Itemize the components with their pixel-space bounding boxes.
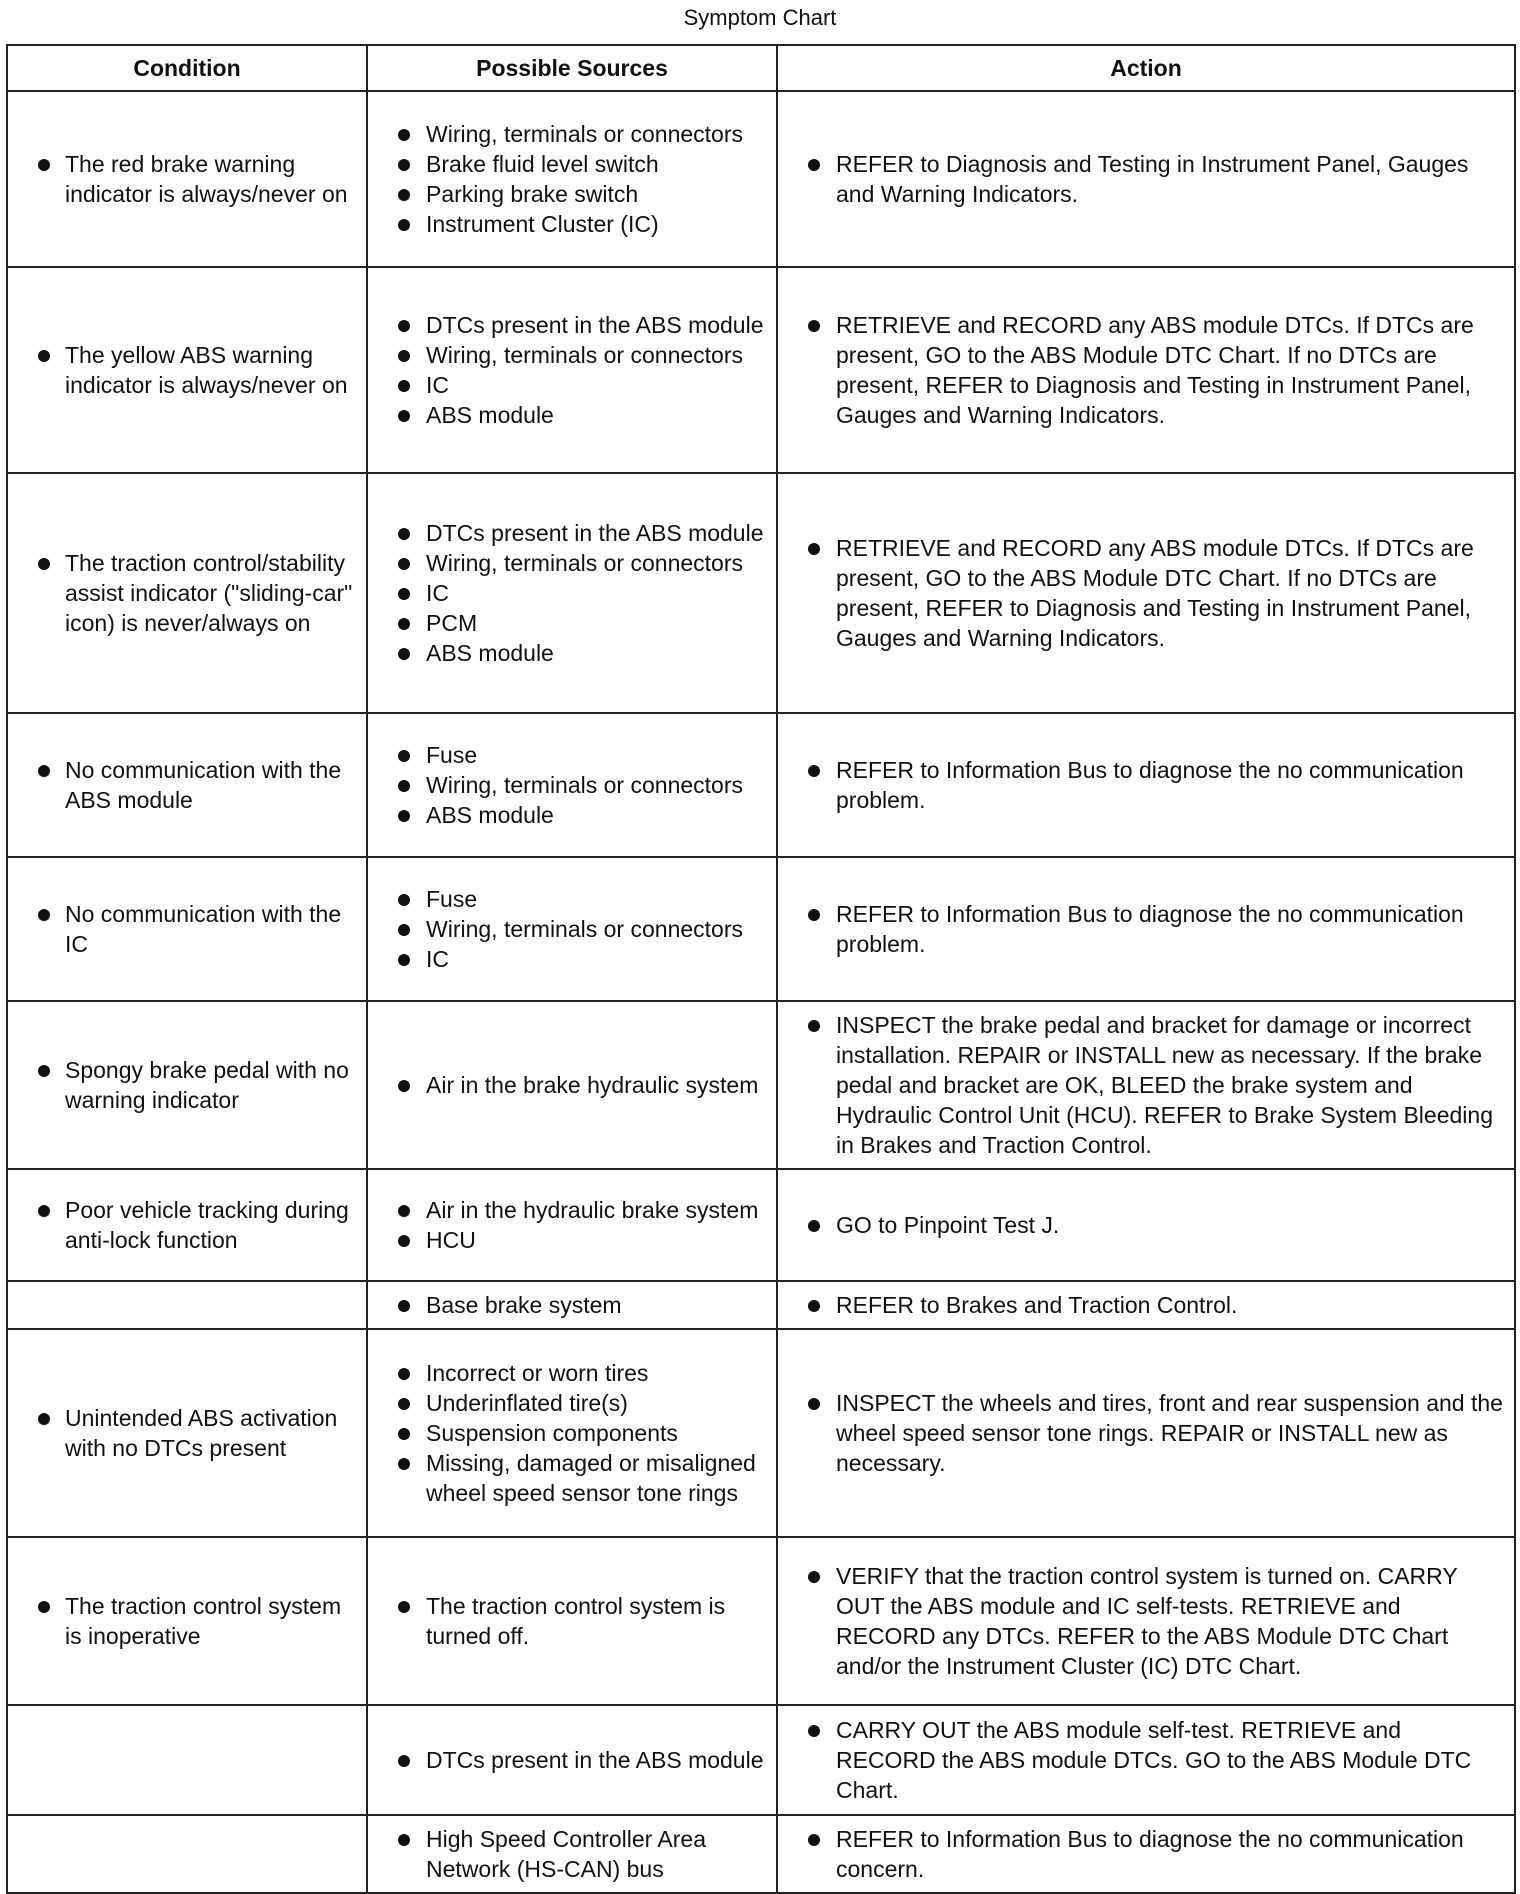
action-cell — [777, 267, 1515, 473]
condition-cell — [7, 473, 367, 713]
action-list — [778, 1006, 1514, 1164]
action-list — [778, 306, 1514, 434]
bullet-item: High Speed Controller Area Network (HS-CAN) bus — [368, 1824, 768, 1884]
bullet-item: HCU — [368, 1225, 768, 1255]
bullet-item: Instrument Cluster (IC) — [368, 209, 768, 239]
sources-list — [368, 306, 776, 434]
sources-list — [368, 1820, 776, 1888]
action-header: Action — [777, 45, 1515, 91]
action-cell — [777, 857, 1515, 1001]
bullet-item: Suspension components — [368, 1418, 768, 1448]
bullet-item: No communication with the IC — [8, 899, 358, 959]
action-cell — [777, 1001, 1515, 1169]
header-row — [7, 45, 1515, 91]
table-row — [7, 1329, 1515, 1537]
sources-list — [368, 1587, 776, 1655]
table-row — [7, 91, 1515, 267]
chart-title: Symptom Chart — [683, 5, 837, 30]
condition-cell — [7, 1169, 367, 1281]
bullet-item: ABS module — [368, 638, 768, 668]
bullet-item: The yellow ABS warning indicator is always/never on — [8, 340, 358, 400]
sources-cell — [367, 267, 777, 473]
sources-list — [368, 1741, 776, 1779]
action-list — [778, 1557, 1514, 1685]
sources-list — [368, 736, 776, 834]
bullet-item: Spongy brake pedal with no warning indicator — [8, 1055, 358, 1115]
condition-cell — [7, 267, 367, 473]
bullet-item: REFER to Brakes and Traction Control. — [778, 1290, 1506, 1320]
table-row — [7, 1815, 1515, 1893]
condition-cell — [7, 1815, 367, 1893]
action-cell — [777, 1815, 1515, 1893]
bullet-item: The red brake warning indicator is always/never on — [8, 149, 358, 209]
bullet-item: GO to Pinpoint Test J. — [778, 1210, 1506, 1240]
action-cell — [777, 473, 1515, 713]
action-list — [778, 751, 1514, 819]
bullet-item: REFER to Information Bus to diagnose the no communication problem. — [778, 755, 1506, 815]
bullet-item: Fuse — [368, 884, 768, 914]
sources-list — [368, 1354, 776, 1512]
table-row — [7, 267, 1515, 473]
condition-list — [8, 1587, 366, 1655]
bullet-item: REFER to Information Bus to diagnose the no communication problem. — [778, 899, 1506, 959]
sources-list — [368, 115, 776, 243]
bullet-item: The traction control/stability assist indicator ("sliding-car" icon) is never/always on — [8, 548, 358, 638]
condition-header: Condition — [7, 45, 367, 91]
bullet-item: Wiring, terminals or connectors — [368, 119, 768, 149]
bullet-item: DTCs present in the ABS module — [368, 310, 768, 340]
bullet-item: Wiring, terminals or connectors — [368, 770, 768, 800]
action-list — [778, 1286, 1514, 1324]
bullet-item: Poor vehicle tracking during anti-lock function — [8, 1195, 358, 1255]
bullet-item: IC — [368, 578, 768, 608]
table-row — [7, 1169, 1515, 1281]
sources-list — [368, 1286, 776, 1324]
condition-cell — [7, 1537, 367, 1705]
bullet-item: Air in the brake hydraulic system — [368, 1070, 768, 1100]
action-list — [778, 1820, 1514, 1888]
condition-cell — [7, 713, 367, 857]
sources-header: Possible Sources — [367, 45, 777, 91]
bullet-item: INSPECT the wheels and tires, front and rear suspension and the wheel speed sensor tone rings. REPAIR or INSTALL new as necessary. — [778, 1388, 1506, 1478]
condition-list — [8, 336, 366, 404]
action-list — [778, 895, 1514, 963]
sources-cell — [367, 1815, 777, 1893]
action-list — [778, 1384, 1514, 1482]
bullet-item: INSPECT the brake pedal and bracket for damage or incorrect installation. REPAIR or INSTALL new as necessary. If the brake pedal and bracket are OK, BLEED the brake system and Hydraulic Control Unit (HCU). REFER to Brake System Bleeding in Brakes and Traction Control. — [778, 1010, 1506, 1160]
bullet-item: No communication with the ABS module — [8, 755, 358, 815]
bullet-item: REFER to Information Bus to diagnose the no communication concern. — [778, 1824, 1506, 1884]
action-cell — [777, 1281, 1515, 1329]
bullet-item: RETRIEVE and RECORD any ABS module DTCs. If DTCs are present, GO to the ABS Module DTC Chart. If no DTCs are present, REFER to Diagnosis and Testing in Instrument Panel, Gauges and Warning Indicators. — [778, 533, 1506, 653]
table-row — [7, 713, 1515, 857]
bullet-item: Underinflated tire(s) — [368, 1388, 768, 1418]
table-row — [7, 1281, 1515, 1329]
action-cell — [777, 713, 1515, 857]
action-cell — [777, 1537, 1515, 1705]
condition-list — [8, 1191, 366, 1259]
sources-cell — [367, 1281, 777, 1329]
action-list — [778, 529, 1514, 657]
action-cell — [777, 1169, 1515, 1281]
sources-cell — [367, 713, 777, 857]
condition-cell — [7, 1329, 367, 1537]
bullet-item: Base brake system — [368, 1290, 768, 1320]
bullet-item: ABS module — [368, 400, 768, 430]
sources-cell — [367, 857, 777, 1001]
condition-list — [8, 751, 366, 819]
table-row — [7, 473, 1515, 713]
bullet-item: Air in the hydraulic brake system — [368, 1195, 768, 1225]
condition-cell — [7, 1281, 367, 1329]
bullet-item: IC — [368, 370, 768, 400]
condition-cell — [7, 857, 367, 1001]
bullet-item: PCM — [368, 608, 768, 638]
bullet-item: VERIFY that the traction control system is turned on. CARRY OUT the ABS module and IC self-tests. RETRIEVE and RECORD any DTCs. REFER to the ABS Module DTC Chart and/or the Instrument Cluster (IC) DTC Chart. — [778, 1561, 1506, 1681]
bullet-item: Wiring, terminals or connectors — [368, 914, 768, 944]
condition-list — [8, 1051, 366, 1119]
condition-list — [8, 1399, 366, 1467]
bullet-item: Incorrect or worn tires — [368, 1358, 768, 1388]
bullet-item: Missing, damaged or misaligned wheel speed sensor tone rings — [368, 1448, 768, 1508]
symptom-chart-table — [6, 44, 1516, 1894]
condition-list — [8, 895, 366, 963]
bullet-item: The traction control system is inoperative — [8, 1591, 358, 1651]
table-row — [7, 1001, 1515, 1169]
table-row — [7, 857, 1515, 1001]
sources-cell — [367, 1537, 777, 1705]
bullet-item: Unintended ABS activation with no DTCs present — [8, 1403, 358, 1463]
condition-cell — [7, 1705, 367, 1815]
bullet-item: Wiring, terminals or connectors — [368, 340, 768, 370]
sources-cell — [367, 1001, 777, 1169]
bullet-item: Fuse — [368, 740, 768, 770]
condition-list — [8, 544, 366, 642]
action-list — [778, 1711, 1514, 1809]
action-cell — [777, 1705, 1515, 1815]
action-list — [778, 145, 1514, 213]
bullet-item: CARRY OUT the ABS module self-test. RETRIEVE and RECORD the ABS module DTCs. GO to the ABS Module DTC Chart. — [778, 1715, 1506, 1805]
bullet-item: REFER to Diagnosis and Testing in Instrument Panel, Gauges and Warning Indicators. — [778, 149, 1506, 209]
bullet-item: Brake fluid level switch — [368, 149, 768, 179]
sources-cell — [367, 91, 777, 267]
bullet-item: RETRIEVE and RECORD any ABS module DTCs. If DTCs are present, GO to the ABS Module DTC Chart. If no DTCs are present, REFER to Diagnosis and Testing in Instrument Panel, Gauges and Warning Indicators. — [778, 310, 1506, 430]
action-list — [778, 1206, 1514, 1244]
sources-cell — [367, 473, 777, 713]
chart-body — [7, 91, 1515, 1893]
sources-cell — [367, 1169, 777, 1281]
action-cell — [777, 91, 1515, 267]
bullet-item: DTCs present in the ABS module — [368, 1745, 768, 1775]
bullet-item: The traction control system is turned off. — [368, 1591, 768, 1651]
sources-cell — [367, 1329, 777, 1537]
action-cell — [777, 1329, 1515, 1537]
table-row — [7, 1537, 1515, 1705]
sources-list — [368, 880, 776, 978]
table-row — [7, 1705, 1515, 1815]
bullet-item: ABS module — [368, 800, 768, 830]
condition-list — [8, 145, 366, 213]
bullet-item: Parking brake switch — [368, 179, 768, 209]
bullet-item: Wiring, terminals or connectors — [368, 548, 768, 578]
sources-cell — [367, 1705, 777, 1815]
bullet-item: IC — [368, 944, 768, 974]
sources-list — [368, 514, 776, 672]
sources-list — [368, 1191, 776, 1259]
condition-cell — [7, 91, 367, 267]
bullet-item: DTCs present in the ABS module — [368, 518, 768, 548]
condition-cell — [7, 1001, 367, 1169]
sources-list — [368, 1066, 776, 1104]
